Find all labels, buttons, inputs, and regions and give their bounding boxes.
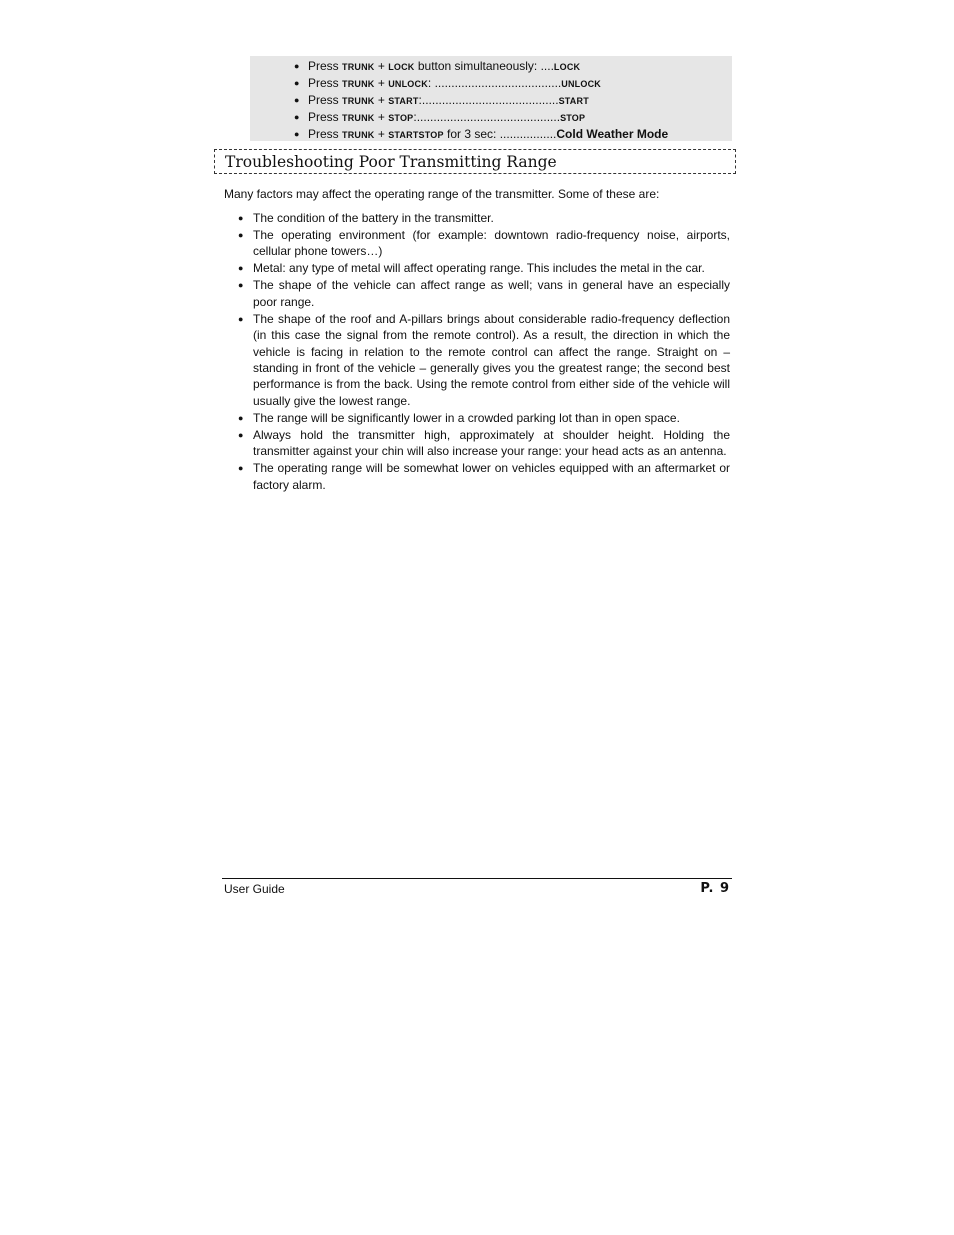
bullet-icon: ● (238, 280, 244, 291)
command-prefix: Press (308, 110, 343, 124)
list-item-text: Always hold the transmitter high, approximately at shoulder height. Holding the transmitter against your chin will also increase your range: your head acts as an antenna. (253, 427, 730, 459)
bullet-icon: ● (238, 313, 244, 324)
command-key: START (388, 96, 419, 106)
command-plus: + (374, 93, 389, 107)
command-suffix: : ...................................... (427, 76, 562, 90)
bullet-icon: ● (238, 263, 244, 274)
list-item-text: The range will be significantly lower in a crowded parking lot than in open space. (253, 410, 680, 425)
bullet-icon: ● (238, 429, 244, 440)
bullet-icon: ● (294, 129, 300, 139)
command-suffix: :........................................... (413, 110, 561, 124)
section-intro: Many factors may affect the operating range of the transmitter. Some of these are: (224, 187, 660, 201)
list-item-text: The shape of the roof and A-pillars brings about considerable radio-frequency deflection (in this case the signal from the remote control). As a result, the direction in which the vehicle is facing in relation to the remote control can affect the range. Straight on – standing in front of the vehicle – generally gives you the greatest range; the second best performance is from the back. Using the remote control from either side of the vehicle will usually give the lowest range. (253, 311, 730, 408)
command-key: TRUNK (342, 96, 375, 106)
footer-doc-title: User Guide (224, 882, 285, 896)
list-item-text: The operating range will be somewhat lower on vehicles equipped with an aftermarket or factory alarm. (253, 461, 730, 492)
list-item-text: The operating environment (for example: downtown radio-frequency noise, airports, cellular phone towers…) (253, 228, 730, 259)
command-item (250, 75, 732, 92)
bullet-icon: ● (238, 230, 244, 240)
command-prefix: Press (308, 93, 343, 107)
command-plus: + (374, 59, 389, 73)
bullet-icon: ● (294, 61, 300, 71)
command-key: STOP (388, 113, 414, 123)
command-item (250, 126, 732, 143)
command-suffix: for 3 sec: ................. (443, 127, 557, 141)
page-number: P. 9 (700, 881, 730, 896)
list-item-text: The shape of the vehicle can affect range as well; vans in general have an especially poor range. (253, 278, 730, 309)
command-result: Cold Weather Mode (556, 127, 669, 141)
list-item (238, 427, 730, 460)
command-key: STARTSTOP (388, 130, 444, 140)
command-summary-box (250, 56, 732, 141)
command-plus: + (374, 110, 389, 124)
command-prefix: Press (308, 127, 343, 141)
command-key: TRUNK (342, 62, 375, 72)
command-plus: + (374, 127, 389, 141)
command-plus: + (374, 76, 389, 90)
command-result: LOCK (553, 62, 581, 72)
command-item (250, 58, 732, 75)
command-result: START (558, 96, 589, 106)
bullet-icon: ● (238, 213, 244, 223)
command-list (250, 58, 732, 143)
command-key: LOCK (388, 62, 415, 72)
list-item (238, 410, 730, 426)
command-prefix: Press (308, 76, 343, 90)
list-item (238, 227, 730, 260)
list-item (238, 210, 730, 226)
list-item (238, 277, 730, 310)
command-result: UNLOCK (561, 79, 601, 89)
command-key: TRUNK (342, 113, 375, 123)
command-key: TRUNK (342, 79, 375, 89)
bullet-icon: ● (238, 463, 244, 474)
command-item (250, 109, 732, 126)
command-item (250, 92, 732, 109)
command-suffix: button simultaneously: .... (414, 59, 554, 73)
range-factor-list (238, 210, 730, 494)
section-title: Troubleshooting Poor Transmitting Range (225, 153, 557, 171)
command-prefix: Press (308, 59, 343, 73)
bullet-icon: ● (294, 95, 300, 105)
section-heading-box (214, 149, 736, 174)
bullet-icon: ● (238, 412, 244, 423)
bullet-icon: ● (294, 78, 300, 88)
footer-divider (222, 878, 732, 879)
command-key: UNLOCK (388, 79, 428, 89)
command-result: STOP (560, 113, 586, 123)
list-item (238, 311, 730, 409)
list-item-text: The condition of the battery in the transmitter. (253, 211, 494, 225)
command-suffix: :......................................... (418, 93, 559, 107)
list-item (238, 460, 730, 493)
list-item-text: Metal: any type of metal will affect operating range. This includes the metal in the car. (253, 261, 705, 276)
bullet-icon: ● (294, 112, 300, 122)
command-key: TRUNK (342, 130, 375, 140)
list-item (238, 260, 730, 276)
